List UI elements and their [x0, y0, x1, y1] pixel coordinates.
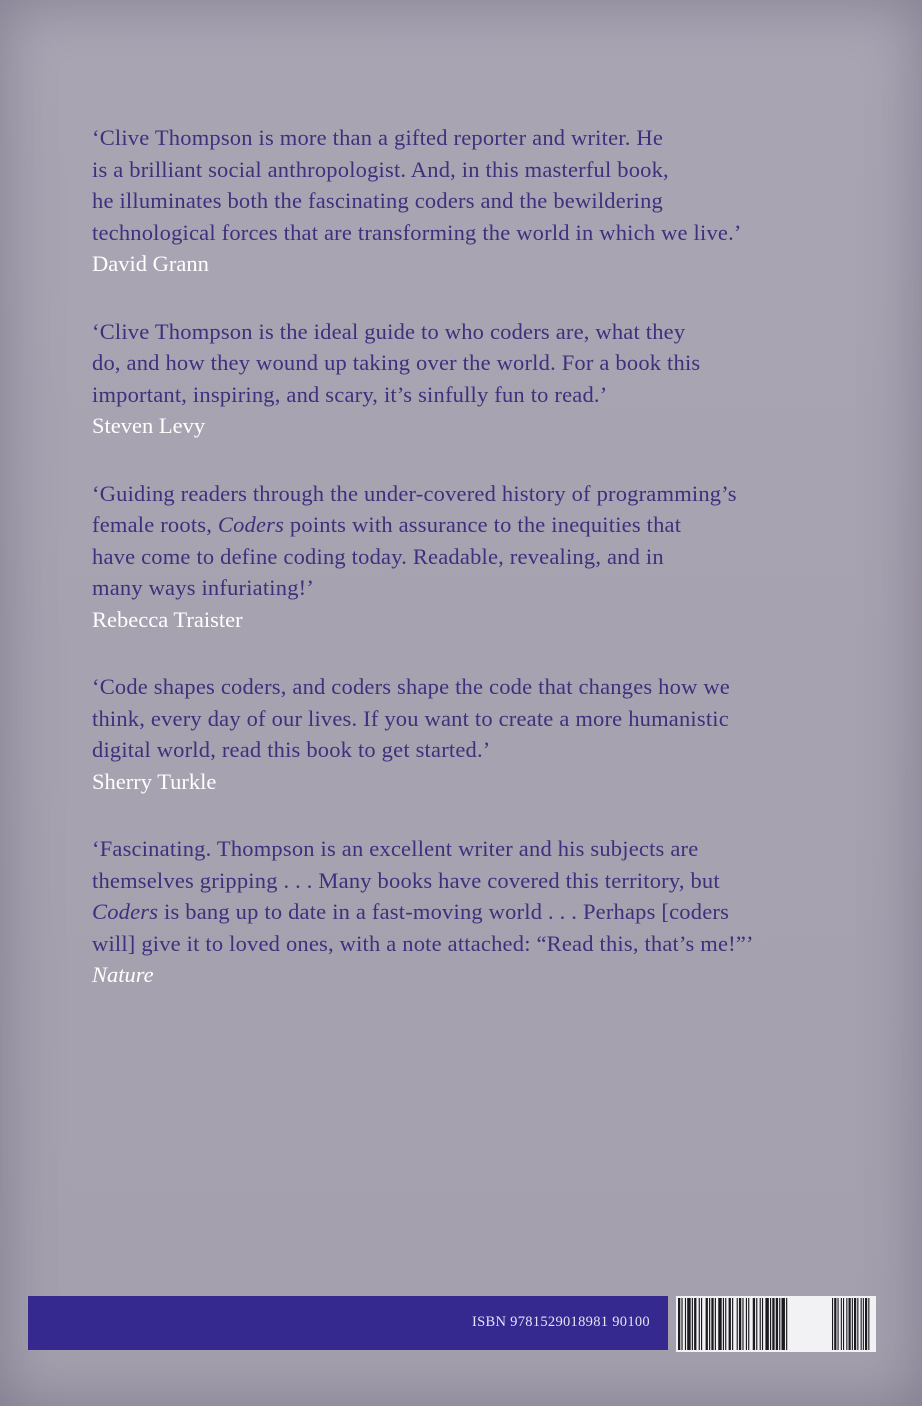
blurbs	[92, 122, 832, 1027]
blurb-levy	[92, 316, 832, 442]
blurb-turkle	[92, 671, 832, 797]
quote-text: ‘Clive Thompson is the ideal guide to who coders are, what they do, and how they wound up taking over the world. For a book this important, inspiring, and scary, it’s sinfully fun to read.’	[92, 318, 701, 407]
blurb-nature	[92, 833, 832, 991]
blurb-traister	[92, 478, 832, 636]
quote-source: Nature	[92, 962, 154, 987]
quote-text: ‘Fascinating. Thompson is an excellent writer and his subjects are themselves gripping . . . Many books have covered this territory, but Coders is bang up to date in a fast-moving world . . . Perhaps [coders will] give it to loved ones, with a note attached: “Read this, that’s me!”’	[92, 836, 754, 956]
line-with-italic: Coders is bang up to date in a fast-moving world . . . Perhaps [coders	[92, 899, 730, 924]
blurb-grann	[92, 122, 832, 280]
isbn-text: ISBN 9781529018981 90100	[472, 1314, 650, 1330]
quote-text: ‘Code shapes coders, and coders shape the code that changes how we think, every day of our lives. If you want to create a more humanistic digital world, read this book to get started.’	[92, 674, 730, 762]
isbn-bar	[28, 1296, 668, 1350]
quote-source: Steven Levy	[92, 413, 206, 438]
quote-text: ‘Guiding readers through the under-covered history of programming’s female roots, Coders points with assurance to the inequities that have come to define coding today. Readable, revealing, and in many ways infuriating!’	[92, 480, 737, 600]
quote-source: Sherry Turkle	[92, 768, 217, 794]
line-with-italic: female roots, Coders points with assurance to the inequities that	[92, 512, 682, 537]
quote-text: ‘Clive Thompson is more than a gifted reporter and writer. He is a brilliant social anthropologist. And, in this masterful book, he illuminates both the fascinating coders and the bewildering technological forces that are transforming the world in which we live.’	[92, 125, 742, 245]
barcode	[676, 1296, 876, 1352]
quote-source: David Grann	[92, 251, 209, 276]
quote-source: Rebecca Traister	[92, 606, 243, 632]
